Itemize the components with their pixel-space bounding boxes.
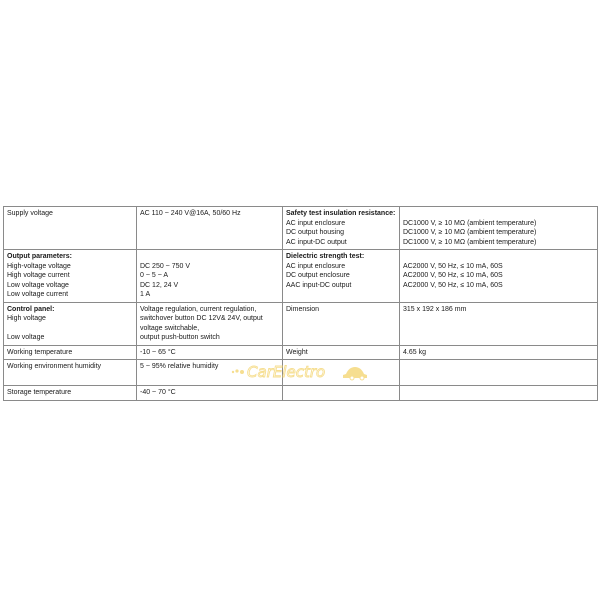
spec-label: High voltage <box>7 315 46 322</box>
spec-value: output push-button switch <box>140 334 220 341</box>
spec-label: Working environment humidity <box>7 363 102 370</box>
spec-value: -10 ~ 65 °C <box>140 348 176 356</box>
spec-label-cell <box>283 302 400 345</box>
spec-value-cell <box>400 207 598 250</box>
spec-label-cell <box>283 345 400 360</box>
spec-label: AAC input-DC output <box>286 281 352 289</box>
table-row <box>4 250 598 303</box>
spec-label-cell <box>4 207 137 250</box>
spec-value-cell <box>400 302 598 345</box>
spec-label <box>7 324 133 334</box>
table-row <box>4 386 598 401</box>
spec-value-cell <box>400 250 598 303</box>
spec-label: Low voltage <box>7 334 45 341</box>
spec-value: DC1000 V, ≥ 10 MΩ (ambient temperature) <box>403 238 537 246</box>
spec-table <box>3 206 598 401</box>
spec-value: 0 ~ 5 ~ A <box>140 272 169 279</box>
spec-label-cell <box>4 250 137 303</box>
table-row <box>4 360 598 386</box>
spec-label: Storage temperature <box>7 389 72 396</box>
section-heading: Output parameters: <box>7 253 72 260</box>
section-heading: Control panel: <box>7 305 55 313</box>
section-heading: Safety test insulation resistance: <box>286 210 396 217</box>
spec-label: AC input enclosure <box>286 262 346 270</box>
spec-value: AC2000 V, 50 Hz, ≤ 10 mA, 60S <box>403 281 503 289</box>
spec-value: 315 x 192 x 186 mm <box>403 305 467 313</box>
spec-value: -40 ~ 70 °C <box>140 389 176 396</box>
spec-value-cell <box>400 345 598 360</box>
spec-value: AC2000 V, 50 Hz, ≤ 10 mA, 60S <box>403 272 503 279</box>
spec-value: DC 250 ~ 750 V <box>140 262 191 270</box>
table-row <box>4 207 598 250</box>
spec-label-cell <box>4 345 137 360</box>
spec-value <box>140 252 279 262</box>
spec-label-cell <box>4 360 137 386</box>
spec-value <box>403 209 594 219</box>
spec-value-cell <box>137 302 283 345</box>
table-row <box>4 302 598 345</box>
spec-value: AC 110 ~ 240 V@16A, 50/60 Hz <box>140 210 241 217</box>
spec-label-cell <box>4 302 137 345</box>
spec-value: DC1000 V, ≥ 10 MΩ (ambient temperature) <box>403 219 537 227</box>
spec-label: DC output housing <box>286 229 344 236</box>
spec-label: DC output enclosure <box>286 272 350 279</box>
spec-label-cell <box>4 386 137 401</box>
spec-value-cell <box>137 250 283 303</box>
spec-label: Dimension <box>286 305 320 313</box>
spec-label-cell <box>283 360 400 386</box>
spec-value-cell <box>137 360 283 386</box>
spec-label: Low voltage voltage <box>7 281 69 289</box>
spec-value-cell <box>137 345 283 360</box>
spec-value <box>403 252 594 262</box>
spec-label-cell <box>283 207 400 250</box>
spec-label: Working temperature <box>7 348 73 356</box>
spec-label-cell <box>283 386 400 401</box>
spec-label: Weight <box>286 348 308 356</box>
spec-value-cell <box>137 207 283 250</box>
spec-value: DC1000 V, ≥ 10 MΩ (ambient temperature) <box>403 229 537 236</box>
spec-label: AC input enclosure <box>286 219 346 227</box>
spec-value-cell <box>400 386 598 401</box>
spec-value: 1 A <box>140 291 151 298</box>
spec-value: AC2000 V, 50 Hz, ≤ 10 mA, 60S <box>403 262 503 270</box>
spec-label: Low voltage current <box>7 291 69 298</box>
spec-value-cell <box>137 386 283 401</box>
section-heading: Dielectric strength test: <box>286 253 365 260</box>
table-row <box>4 345 598 360</box>
spec-value: voltage switchable, <box>140 324 200 332</box>
spec-value: 4.65 kg <box>403 348 426 356</box>
spec-label: High voltage current <box>7 272 70 279</box>
spec-label: AC input-DC output <box>286 238 347 246</box>
spec-value: 5 ~ 95% relative humidity <box>140 363 219 370</box>
spec-label: High-voltage voltage <box>7 262 71 270</box>
spec-value: DC 12, 24 V <box>140 281 179 289</box>
spec-value: Voltage regulation, current regulation, <box>140 305 257 313</box>
spec-label: Supply voltage <box>7 210 53 217</box>
spec-value: switchover button DC 12V& 24V, output <box>140 315 263 322</box>
spec-label-cell <box>283 250 400 303</box>
spec-value-cell <box>400 360 598 386</box>
watermark-text: CarElectro <box>247 363 326 381</box>
